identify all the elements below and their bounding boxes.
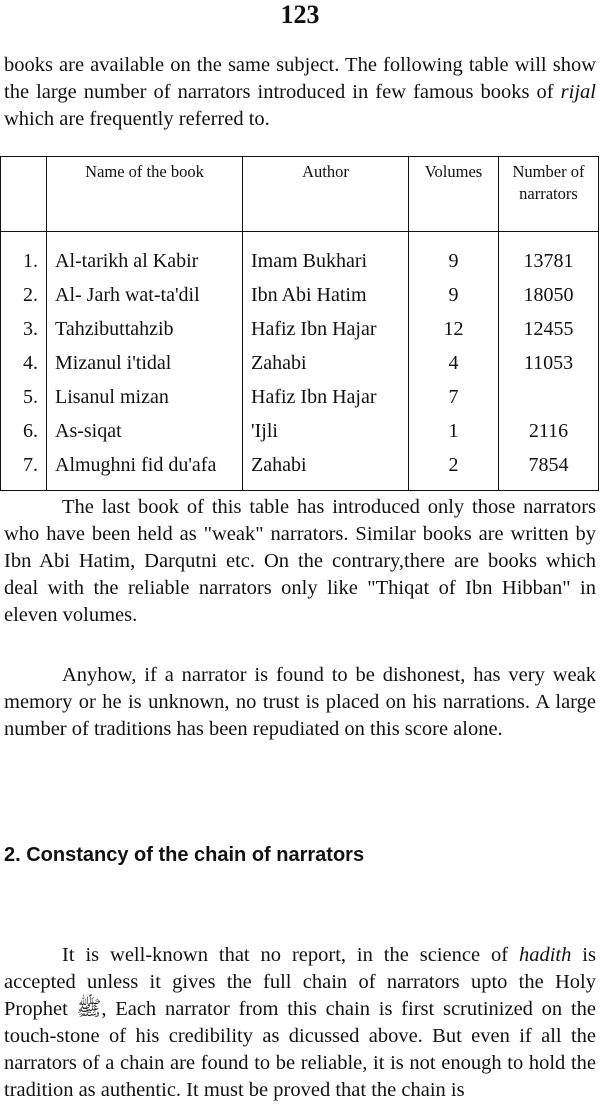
narrators-count: 7854 [499,448,599,491]
table-row [1,312,599,346]
narrators-count: 12455 [499,312,599,346]
book-name: As-siqat [47,414,243,448]
p4-text-3: , Each narrator from this chain is first scrutinized on the touch-stone of his credibility as dicussed above. But even if all the narrators of a chain are found to be reliable, it is not enough to hold the tradition as authentic. It must be proved that the chain is [4,998,596,1101]
volumes-count: 9 [409,232,499,279]
author-name: Zahabi [243,448,409,491]
book-name: Al- Jarh wat-ta'dil [47,278,243,312]
volumes-count: 1 [409,414,499,448]
table-row [1,346,599,380]
author-name: Hafiz Ibn Hajar [243,312,409,346]
header-author: Author [243,157,409,232]
paragraph-weak-narrators: The last book of this table has introduced only those narrators who have been held as "weak" narrators. Similar books are written by Ibn Abi Hatim, Darqutni etc. On the contrary,there are books which deal with the reliable narrators only like "Thiqat of Ibn Hibban" in eleven volumes. [4,496,596,626]
narrators-count: 2116 [499,414,599,448]
volumes-count: 9 [409,278,499,312]
row-number: 7. [1,448,47,491]
narrators-count: 18050 [499,278,599,312]
author-name: Ibn Abi Hatim [243,278,409,312]
row-number: 2. [1,278,47,312]
p4-italic-term: hadith [518,944,572,966]
header-volumes: Volumes [409,157,499,232]
header-book-name: Name of the book [47,157,243,232]
volumes-count: 2 [409,448,499,491]
paragraph-chain-of-narrators [4,942,596,1104]
header-narrators: Number of narrators [499,157,599,232]
section-heading: 2. Constancy of the chain of narrators [4,844,365,866]
narrators-table [0,156,599,491]
volumes-count: 4 [409,346,499,380]
narrators-count: 11053 [499,346,599,380]
table-row [1,232,599,279]
book-name: Mizanul i'tidal [47,346,243,380]
volumes-count: 12 [409,312,499,346]
row-number: 1. [1,232,47,279]
table-row [1,278,599,312]
p4-text-2: is accepted unless it gives the full chain of narrators upto the Holy Prophet [4,944,596,1020]
intro-text: books are available on the same subject. The following table will show the large number of narrators introduced in few famous books of [4,54,596,103]
row-number: 4. [1,346,47,380]
volumes-count: 7 [409,380,499,414]
table-row [1,380,599,414]
author-name: Zahabi [243,346,409,380]
table-row [1,448,599,491]
page-number: 123 [280,0,320,29]
paragraph-dishonest-narrators: Anyhow, if a narrator is found to be dishonest, has very weak memory or he is unknown, no trust is placed on his narrations. A large number of traditions has been repudiated on this score alone. [4,664,596,740]
book-name: Almughni fid du'afa [47,448,243,491]
row-number: 5. [1,380,47,414]
row-number: 6. [1,414,47,448]
header-number [1,157,47,232]
book-name: Lisanul mizan [47,380,243,414]
table-row [1,414,599,448]
author-name: Hafiz Ibn Hajar [243,380,409,414]
author-name: 'Ijli [243,414,409,448]
row-number: 3. [1,312,47,346]
narrators-count: 13781 [499,232,599,279]
book-name: Tahzibuttahzib [47,312,243,346]
salutation-glyph: ﷺ [76,998,102,1020]
p4-text-1: It is well-known that no report, in the science of [62,944,519,966]
author-name: Imam Bukhari [243,232,409,279]
narrators-count [499,380,599,414]
intro-italic-term: rijal [560,81,596,103]
table-header-row [1,157,599,232]
intro-paragraph [4,52,596,133]
intro-end-text: which are frequently referred to. [4,108,270,130]
book-name: Al-tarikh al Kabir [47,232,243,279]
